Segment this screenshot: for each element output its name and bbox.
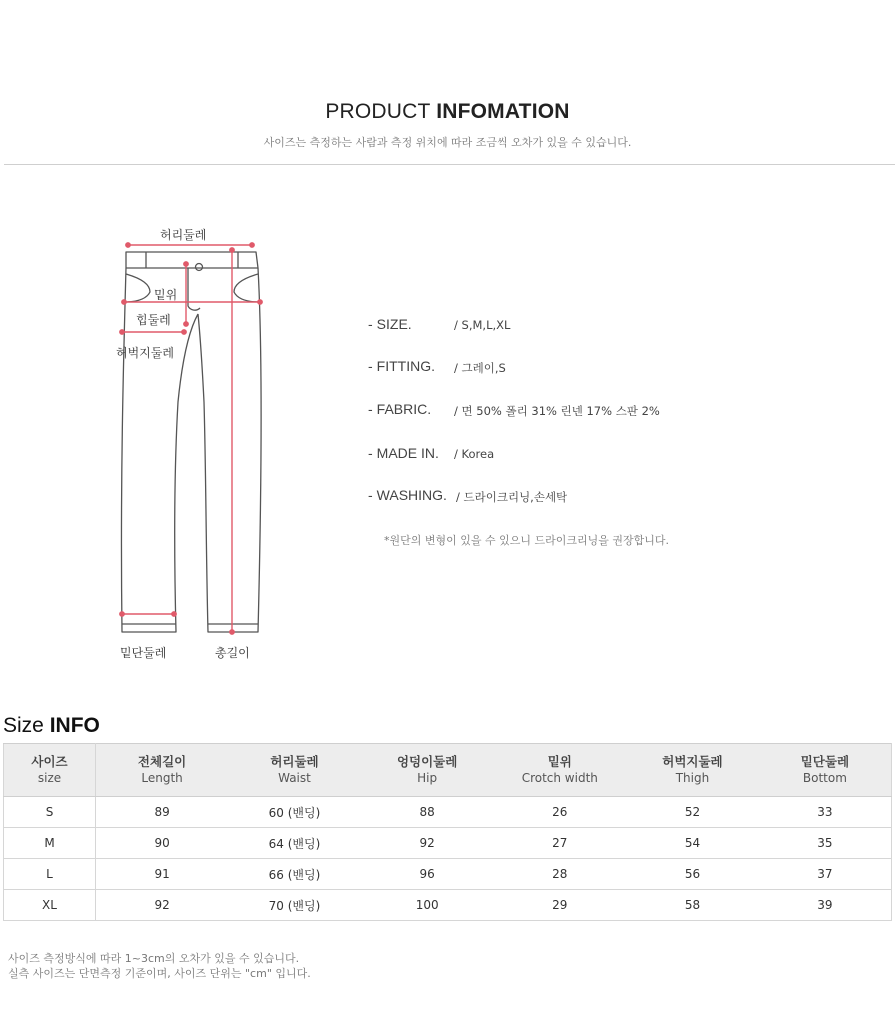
footnote: 실측 사이즈는 단면측정 기준이며, 사이즈 단위는 "cm" 입니다.: [8, 967, 311, 980]
table-cell: 91: [96, 859, 229, 890]
footnote: 사이즈 측정방식에 따라 1~3cm의 오차가 있을 수 있습니다.: [8, 952, 300, 965]
size-info-title-light: Size: [3, 714, 50, 737]
table-cell: 100: [361, 890, 494, 921]
spec-key: - FITTING.: [368, 358, 435, 374]
table-row: [4, 890, 892, 921]
table-cell: 96: [361, 859, 494, 890]
table-cell: 70 (밴딩): [228, 890, 361, 921]
spec-value: / S,M,L,XL: [454, 318, 511, 332]
table-cell: 52: [626, 797, 759, 828]
table-cell: 92: [361, 828, 494, 859]
divider: [4, 164, 895, 165]
table-cell: 26: [493, 797, 626, 828]
table-cell: 56: [626, 859, 759, 890]
table-cell: 60 (밴딩): [228, 797, 361, 828]
table-row: [4, 828, 892, 859]
size-table: [3, 743, 892, 921]
label-hem: 밑단둘레: [120, 646, 167, 660]
page-title: [0, 100, 895, 124]
label-waist: 허리둘레: [160, 228, 207, 242]
spec-care-note: *원단의 변형이 있을 수 있으니 드라이크리닝을 권장합니다.: [384, 534, 669, 547]
pants-illustration: [110, 222, 280, 672]
table-cell: 33: [759, 797, 892, 828]
table-cell: 90: [96, 828, 229, 859]
table-cell: 88: [361, 797, 494, 828]
spec-key: - MADE IN.: [368, 445, 439, 461]
label-hip: 힙둘레: [136, 313, 171, 327]
table-cell: 35: [759, 828, 892, 859]
size-info-title-bold: INFO: [49, 714, 100, 737]
measurement-guides: [120, 243, 262, 634]
table-row: [4, 797, 892, 828]
table-cell: 27: [493, 828, 626, 859]
column-header-size: 사이즈 size: [4, 744, 96, 797]
page-title-light: PRODUCT: [325, 100, 437, 123]
column-header-length: 전체길이 Length: [96, 744, 229, 797]
page-title-bold: INFOMATION: [436, 100, 570, 123]
spec-value: / 드라이크리닝,손세탁: [456, 490, 568, 504]
table-cell: 66 (밴딩): [228, 859, 361, 890]
pants-outline: [121, 252, 261, 632]
table-header-row: [4, 744, 892, 797]
table-cell: 28: [493, 859, 626, 890]
label-length: 총길이: [215, 646, 250, 660]
column-header-crotch: 밑위 Crotch width: [493, 744, 626, 797]
table-row: [4, 859, 892, 890]
table-cell: 64 (밴딩): [228, 828, 361, 859]
spec-key: - FABRIC.: [368, 401, 432, 417]
page-subtitle: 사이즈는 측정하는 사람과 측정 위치에 따라 조금씩 오차가 있을 수 있습니다.: [263, 136, 632, 149]
table-cell: 89: [96, 797, 229, 828]
spec-value: / Korea: [454, 447, 495, 461]
table-cell: XL: [4, 890, 96, 921]
spec-key: - WASHING.: [368, 487, 447, 503]
spec-value: / 면 50% 폴리 31% 린넨 17% 스판 2%: [454, 404, 660, 418]
table-cell: 92: [96, 890, 229, 921]
size-info-title: [3, 714, 100, 738]
table-cell: M: [4, 828, 96, 859]
table-cell: 29: [493, 890, 626, 921]
table-cell: 39: [759, 890, 892, 921]
column-header-waist: 허리둘레 Waist: [228, 744, 361, 797]
column-header-thigh: 허벅지둘레 Thigh: [626, 744, 759, 797]
label-rise: 밑위: [154, 288, 178, 302]
spec-value: / 그레이,S: [454, 361, 506, 375]
table-cell: 37: [759, 859, 892, 890]
column-header-bottom: 밑단둘레 Bottom: [759, 744, 892, 797]
column-header-hip: 엉덩이둘레 Hip: [361, 744, 494, 797]
table-cell: 58: [626, 890, 759, 921]
spec-key: - SIZE.: [368, 316, 412, 332]
size-footnotes: [8, 951, 311, 981]
table-cell: 54: [626, 828, 759, 859]
label-thigh: 허벅지둘레: [116, 346, 174, 360]
pants-measurement-diagram: [110, 222, 280, 672]
table-cell: S: [4, 797, 96, 828]
table-cell: L: [4, 859, 96, 890]
